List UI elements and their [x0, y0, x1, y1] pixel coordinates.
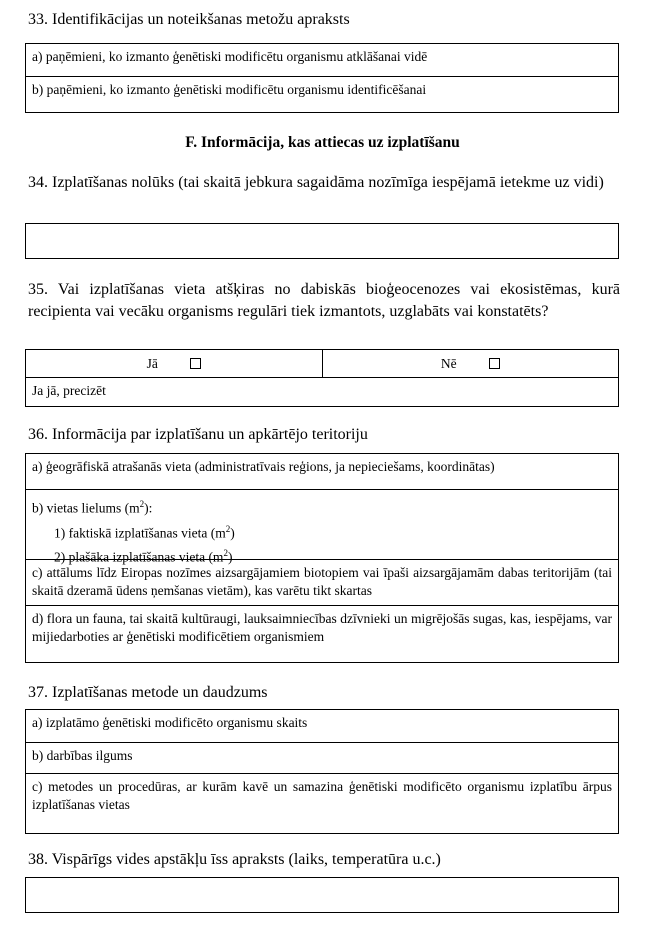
yes-cell: [26, 350, 323, 377]
section-34-answer-box[interactable]: [25, 223, 619, 259]
section-36-table: [25, 453, 619, 663]
wider-site-label: 2) plašāka izplatīšanas vieta $(m^2)$: [54, 548, 233, 565]
no-checkbox[interactable]: [489, 358, 500, 369]
section-36-row-a: a) ģeogrāfiskā atrašanās vieta (administratīvais reģions, ja nepieciešams, koordinātas): [26, 454, 618, 490]
section-37-table: [25, 709, 619, 834]
section-36-row-c: c) attālums līdz Eiropas nozīmes aizsargājamiem biotopiem vai īpaši aizsargājamām dabas teritorijām (tai skaitā dzeramā ūdens ņemšanas vietām), kas varētu tikt skartas: [26, 560, 618, 606]
section-37-row-b: b) darbības ilgums: [26, 743, 618, 774]
site-size-label: b) vietas lielums $(m^2)$:: [32, 499, 153, 516]
no-cell: [323, 350, 619, 377]
yes-label: Jā: [146, 355, 158, 371]
section-33-row-b: b) paņēmieni, ko izmanto ģenētiski modificētu organismu identificēšanai: [32, 82, 427, 97]
yes-checkbox[interactable]: [190, 358, 201, 369]
section-33-title: 33. Identifikācijas un noteikšanas metožu apraksts: [28, 11, 350, 28]
yes-no-row: [26, 350, 618, 378]
section-37-title: 37. Izplatīšanas metode un daudzums: [28, 684, 268, 701]
no-label: Nē: [440, 355, 457, 371]
section-33-table: [25, 43, 619, 113]
actual-site-label: 1) faktiskā izplatīšanas vieta $(m^2)$: [54, 523, 235, 540]
section-36-title: 36. Informācija par izplatīšanu un apkārtējo teritoriju: [28, 426, 368, 443]
section-35-title: 35. Vai izplatīšanas vieta atšķiras no dabiskās bioģeocenozes vai ekosistēmas, kurā recipienta vai vecāku organisms regulāri tiek izmantots, uzglabāts vai konstatēts?: [28, 281, 620, 320]
specify-row[interactable]: Ja jā, precizēt: [32, 383, 106, 398]
section-37-row-c: c) metodes un procedūras, ar kurām kavē un samazina ģenētiski modificēto organismu izplatību ārpus izplatīšanas vietas: [32, 779, 612, 812]
section-36-row-d: d) flora un fauna, tai skaitā kultūraugi, lauksaimniecības dzīvnieki un migrējošās sugas, kas, iespējams, var mijiedarboties ar ģenētiski modificētiem organismiem: [32, 611, 612, 644]
section-38-title: 38. Vispārīgs vides apstākļu īss apraksts (laiks, temperatūra u.c.): [28, 851, 441, 868]
section-f-heading: F. Informācija, kas attiecas uz izplatīšanu: [185, 134, 460, 151]
section-35-table: [25, 349, 619, 407]
section-37-row-a: a) izplatāmo ģenētiski modificēto organismu skaits: [26, 710, 618, 743]
section-33-row-a: a) paņēmieni, ko izmanto ģenētiski modificētu organismu atklāšanai vidē: [26, 44, 618, 77]
section-34-title: 34. Izplatīšanas nolūks (tai skaitā jebkura sagaidāma nozīmīga iespējamā ietekme uz vidi): [28, 174, 604, 191]
section-36-row-b: [26, 490, 618, 565]
section-38-answer-box[interactable]: [25, 877, 619, 913]
